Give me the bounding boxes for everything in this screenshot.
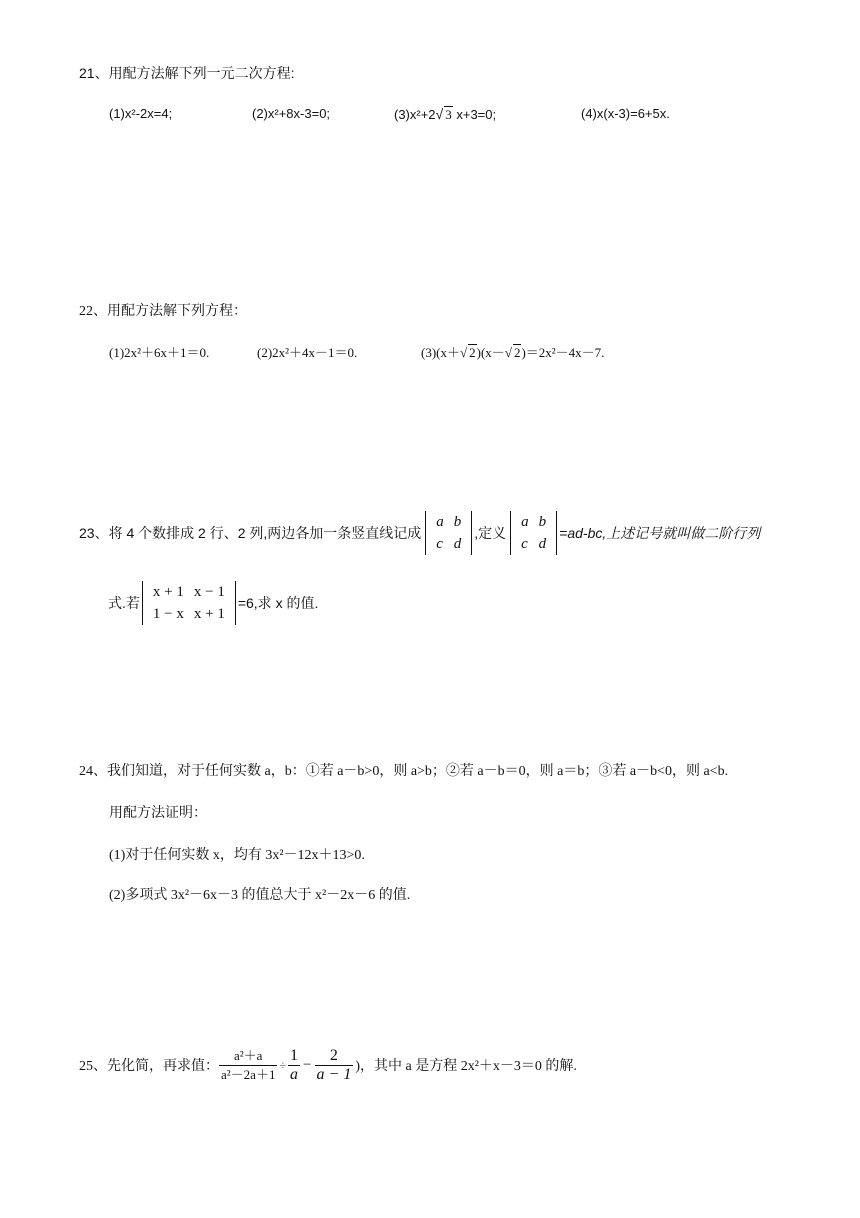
q24-line4: (2)多项式 3x²－6x－3 的值总大于 x²－2x－6 的值. bbox=[109, 888, 411, 903]
determinant-abcd-1 bbox=[425, 511, 472, 555]
det2-d: d bbox=[538, 536, 547, 552]
q21-part3: (3)x²+2√ 3 x+3=0; bbox=[394, 106, 497, 122]
q21-part4: (4)x(x-3)=6+5x. bbox=[581, 106, 670, 121]
q23-line1 bbox=[79, 508, 760, 558]
q24-line3: (1)对于任何实数 x，均有 3x²－12x＋13>0. bbox=[109, 848, 365, 863]
q25-line bbox=[79, 1042, 577, 1088]
q25-fraction1-denominator: a²－2a＋1 bbox=[221, 1066, 276, 1082]
q25-fraction3-denominator: a − 1 bbox=[316, 1065, 352, 1083]
det2-a: a bbox=[521, 514, 529, 530]
q24-line1: 24、我们知道，对于任何实数 a，b：①若 a－b>0，则 a>b；②若 a－b＝0，则 a＝b；③若 a－b<0，则 a<b. bbox=[79, 764, 729, 779]
determinant-abcd-2 bbox=[510, 511, 557, 555]
q25-prefix: 25、先化简，再求值： bbox=[79, 1059, 219, 1074]
det3-c: 1 − x bbox=[152, 606, 184, 622]
det3-d: x + 1 bbox=[193, 606, 225, 622]
det1-a: a bbox=[436, 514, 444, 530]
q22-part3-c: )＝2x²－4x－7. bbox=[521, 345, 605, 360]
q25-divide: ÷ bbox=[279, 1057, 287, 1072]
q21-part2: (2)x²+8x-3=0; bbox=[252, 106, 331, 121]
q23-line2-a: 式.若 bbox=[108, 595, 140, 611]
q21-part3-b: x+3=0; bbox=[456, 107, 497, 122]
q22-part3-radicand2: 2 bbox=[513, 345, 521, 360]
q25-fraction1-numerator: a²＋a bbox=[219, 1047, 277, 1066]
q25-fraction3-numerator: 2 bbox=[315, 1047, 354, 1066]
q25-fraction3 bbox=[315, 1047, 354, 1084]
q23-line2-b: =6,求 x 的值. bbox=[237, 595, 319, 611]
q22-title: 22、用配方法解下列方程： bbox=[79, 304, 247, 319]
q23-line1-b: ,定义 bbox=[474, 525, 507, 541]
q25-fraction2-denominator: a bbox=[290, 1065, 299, 1083]
q22-part2: (2)2x²＋4x－1＝0. bbox=[257, 345, 358, 360]
det1-d: d bbox=[453, 536, 462, 552]
det3-b: x − 1 bbox=[193, 584, 225, 600]
q25-fraction2-numerator: 1 bbox=[290, 1046, 299, 1064]
q21-title: 21、用配方法解下列一元二次方程: bbox=[79, 65, 295, 81]
q22-part3: (3)(x＋√ 2)(x－√ 2)＝2x²－4x－7. bbox=[421, 345, 605, 360]
det1-b: b bbox=[453, 514, 462, 530]
q25-fraction1 bbox=[219, 1047, 277, 1084]
q25-minus: − bbox=[303, 1056, 312, 1073]
det1-c: c bbox=[436, 536, 443, 552]
q25-suffix: )，其中 a 是方程 2x²＋x－3＝0 的解. bbox=[355, 1059, 577, 1074]
q21-part3-a: (3)x²+2 bbox=[394, 107, 436, 122]
determinant-x bbox=[142, 581, 236, 625]
q23-line1-c: =ad-bc,上述记号就叫做二阶行列 bbox=[559, 525, 761, 541]
q22-part3-radicand1: 2 bbox=[469, 345, 476, 360]
q22-part3-b: )(x－ bbox=[476, 345, 505, 360]
q22-part3-a: (3)(x＋ bbox=[421, 345, 460, 360]
q21-part3-radicand: 3 bbox=[445, 107, 452, 122]
q23-line1-a: 23、将 4 个数排成 2 行、2 列,两边各加一条竖直线记成 bbox=[79, 525, 422, 541]
q23-line2 bbox=[108, 578, 318, 628]
det2-b: b bbox=[538, 514, 547, 530]
det2-c: c bbox=[521, 536, 528, 552]
det3-a: x + 1 bbox=[152, 584, 184, 600]
q21-part1: (1)x²-2x=4; bbox=[109, 106, 173, 121]
q24-line2: 用配方法证明： bbox=[109, 806, 207, 821]
q22-part1: (1)2x²＋6x＋1＝0. bbox=[109, 345, 210, 360]
q25-fraction2 bbox=[288, 1047, 300, 1084]
